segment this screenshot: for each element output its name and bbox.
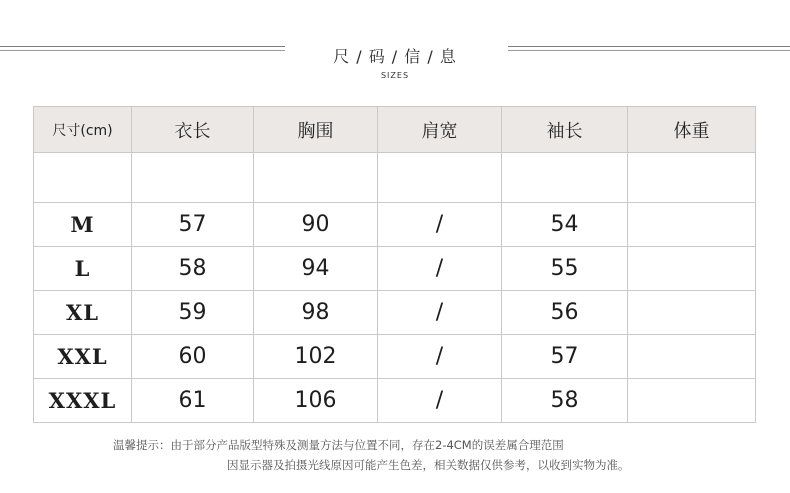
shoulder-cell: / xyxy=(378,203,502,247)
chest-cell: 98 xyxy=(254,291,378,335)
weight-cell xyxy=(628,379,756,423)
table-row xyxy=(34,247,756,291)
size-label: XXXL xyxy=(34,379,132,423)
column-header-chest: 胸围 xyxy=(254,107,378,153)
page-subtitle: SIZES xyxy=(380,71,410,80)
column-header-size: 尺寸(cm) xyxy=(34,107,132,153)
sleeve-cell: 57 xyxy=(502,335,628,379)
note-line-2: 因显示器及拍摄光线原因可能产生色差，相关数据仅供参考，以收到实物为准。 xyxy=(227,458,630,472)
chest-cell: 90 xyxy=(254,203,378,247)
shoulder-cell: / xyxy=(378,379,502,423)
column-header-shoulder: 肩宽 xyxy=(378,107,502,153)
shoulder-cell: / xyxy=(378,247,502,291)
length-cell: 57 xyxy=(132,203,254,247)
blank-cell xyxy=(628,153,756,203)
size-label: XL xyxy=(34,291,132,335)
table-row xyxy=(34,379,756,423)
sleeve-cell: 55 xyxy=(502,247,628,291)
blank-cell xyxy=(502,153,628,203)
chest-cell: 94 xyxy=(254,247,378,291)
length-cell: 61 xyxy=(132,379,254,423)
blank-cell xyxy=(378,153,502,203)
weight-cell xyxy=(628,335,756,379)
length-cell: 58 xyxy=(132,247,254,291)
size-label: L xyxy=(34,247,132,291)
column-header-weight: 体重 xyxy=(628,107,756,153)
blank-row xyxy=(34,153,756,203)
size-label: M xyxy=(34,203,132,247)
table-row xyxy=(34,291,756,335)
shoulder-cell: / xyxy=(378,335,502,379)
sleeve-cell: 54 xyxy=(502,203,628,247)
page-title: 尺 / 码 / 信 / 息 xyxy=(333,47,457,66)
length-cell: 60 xyxy=(132,335,254,379)
shoulder-cell: / xyxy=(378,291,502,335)
blank-cell xyxy=(34,153,132,203)
weight-cell xyxy=(628,291,756,335)
sleeve-cell: 58 xyxy=(502,379,628,423)
weight-cell xyxy=(628,203,756,247)
sleeve-cell: 56 xyxy=(502,291,628,335)
size-table xyxy=(33,106,756,423)
length-cell: 59 xyxy=(132,291,254,335)
column-header-sleeve: 袖长 xyxy=(502,107,628,153)
size-label: XXL xyxy=(34,335,132,379)
table-header-row xyxy=(34,107,756,153)
column-header-length: 衣长 xyxy=(132,107,254,153)
note-line-1: 温馨提示：由于部分产品版型特殊及测量方法与位置不同，存在2-4CM的误差属合理范围 xyxy=(113,438,564,452)
weight-cell xyxy=(628,247,756,291)
chest-cell: 102 xyxy=(254,335,378,379)
table-row xyxy=(34,203,756,247)
table-row xyxy=(34,335,756,379)
blank-cell xyxy=(132,153,254,203)
blank-cell xyxy=(254,153,378,203)
chest-cell: 106 xyxy=(254,379,378,423)
